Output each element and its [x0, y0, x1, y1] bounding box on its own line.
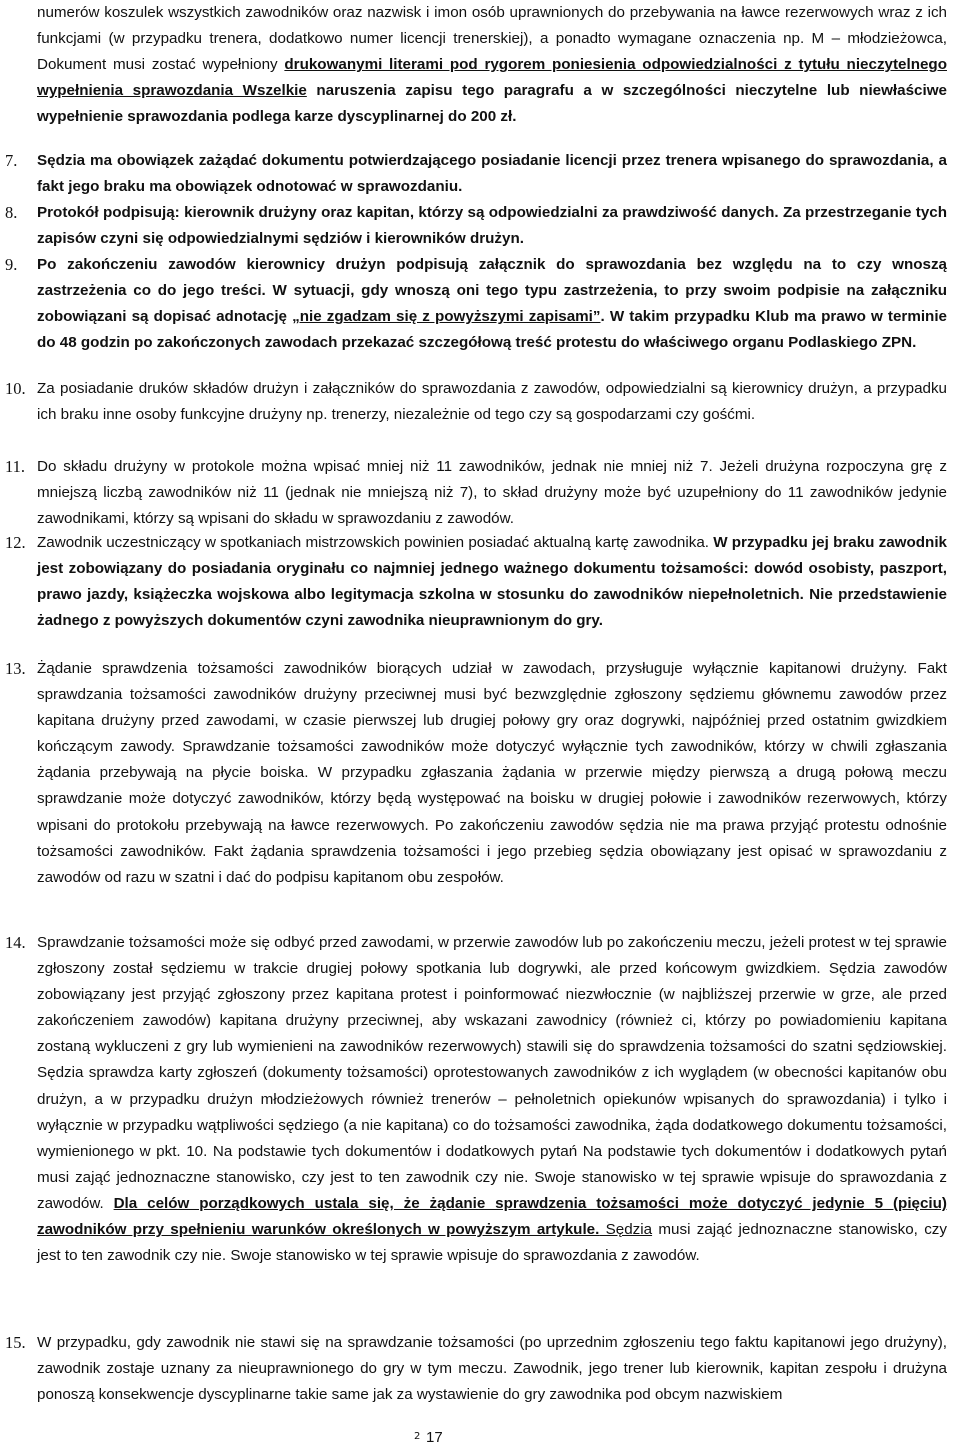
lead-text: numerów koszulek wszystkich zawodników oraz nazwisk i imon osób uprawnionych do przebywania na ławce rezerwowych wraz z ich funkcjami (w przypadku trenera, dodatkowo numer licencji trenerskiej), a ponadto wymagane oznaczenia np. M – młodzieżowca, Dokument musi zostać wypełniony: [37, 4, 947, 74]
list-item-12: [5, 530, 947, 634]
lead-emphasis: naruszenia zapisu tego paragrafu a w szczególności nieczytelne lub niewłaściwe wypełnienie sprawozdania podlega karze dyscyplinarnej do 200 zł.: [37, 82, 947, 126]
list-item-13: [5, 656, 947, 891]
item-9-annotation: „nie zgadzam się z powyższymi zapisami”: [292, 308, 601, 326]
item-14-underlined: Sędzia: [599, 1221, 653, 1239]
item-number: 15.: [5, 1333, 26, 1352]
list-item-15: [5, 1330, 947, 1408]
item-number: 10.: [5, 379, 26, 398]
item-number: 14.: [5, 933, 26, 952]
lead-emphasis-underlined: drukowanymi literami pod rygorem poniesienia odpowiedzialności z tytułu nieczytelnego wypełnienia sprawozdania Wszelkie: [37, 56, 947, 100]
item-number: 8.: [5, 203, 18, 222]
item-15-text: W przypadku, gdy zawodnik nie stawi się na sprawdzanie tożsamości (po uprzednim zgłoszeniu tego faktu kapitanowi jego drużyny), zawodnik zostaje uznany za nieuprawnionego do gry w tym meczu. Zawodnik, jego trener lub kierownik, kapitan zespołu i drużyna ponoszą konsekwencje dyscyplinarne takie same jak za wystawienie do gry zawodnika pod obcym nazwiskiem: [37, 1334, 947, 1404]
item-14-text-end: musi zająć jednoznaczne stanowisko, czy jest to ten zawodnik czy nie. Swoje stanowisko w tej sprawie wpisuje do sprawozdania z zawodów.: [37, 1221, 947, 1265]
list-item-11: [5, 454, 947, 532]
item-7-text: Sędzia ma obowiązek zażądać dokumentu potwierdzającego posiadanie licencji przez trenera wpisanego do sprawozdania, a fakt jego braku ma obowiązek odnotować w sprawozdaniu.: [37, 152, 947, 196]
item-11-text: Do składu drużyny w protokole można wpisać mniej niż 11 zawodników, jednak nie mniej niż 7. Jeżeli drużyna rozpoczyna grę z mniejszą liczbą zawodników niż 11 (jednak nie mniejszą niż 7), to skład drużyny może być uzupełniony do 11 zawodników jedynie zawodnikami, którzy są wpisani do składu w sprawozdaniu z zawodów.: [37, 458, 947, 528]
item-number: 9.: [5, 255, 18, 274]
list-item-7: [5, 148, 947, 200]
item-number: 7.: [5, 151, 18, 170]
page-number-mark: 2: [414, 1431, 421, 1442]
item-14-text: Sprawdzanie tożsamości może się odbyć przed zawodami, w przerwie zawodów lub po zakończeniu meczu, jeżeli protest w tej sprawie zgłoszony został sędziemu w trakcie drugiej połowy spotkania lub dogrywki, ale przed końcowym gwizdkiem. Sędzia zawodów zobowiązany jest przyjąć zgłoszony przez kapitana protest i poinformować niezwłocznie (w najbliższej przerwie w grze, ale przed zakończeniem zawodów) kapitana drużyny przeciwnej, aby wskazani zawodnicy (również ci, którzy po powiadomieniu kapitana zostaną wykluczeni z gry lub wymienieni na zawodników rezerwowych) stawili się do sprawdzenia tożsamości do szatni sędziowskiej. Sędzia sprawdza karty zgłoszeń (dokumenty tożsamości) oprotestowanych zawodników z ich wyglądem (w obecności kapitanów obu drużyn, a w przypadku drużyn młodzieżowych również trenerów – pełnoletnich opiekunów wpisanych do sprawozdania) i tylko i wyłącznie w przypadku wątpliwości sędziego (a nie kapitana) co do tożsamości zawodnika, żąda dodatkowego dokumentu tożsamości, wymienionego w pkt. 10. Na podstawie tych dokumentów i dodatkowych pytań Na podstawie tych dokumentów i dodatkowych pytań musi zająć jednoznaczne stanowisko, czy jest to ten zawodnik czy nie. Swoje stanowisko w tej sprawie wpisuje do sprawozdania z zawodów.: [37, 934, 947, 1212]
item-number: 12.: [5, 533, 26, 552]
item-8-text: Protokół podpisują: kierownik drużyny oraz kapitan, którzy są odpowiedzialni za prawdziwość danych. Za przestrzeganie tych zapisów czyni się odpowiedzialnymi sędziów i kierowników drużyn.: [37, 204, 947, 248]
list-item-10: [5, 376, 947, 428]
paragraph-continuation: [37, 0, 947, 130]
item-12-emphasis: W przypadku jej braku zawodnik jest zobowiązany do posiadania oryginału co najmniej jednego ważnego dokumentu tożsamości: dowód osobisty, paszport, prawo jazdy, książeczka wojskowa albo legitymacja szkolna w stosunku do zawodników niepełnoletnich. Nie przedstawienie żadnego z powyższych dokumentów czyni zawodnika nieuprawnionym do gry.: [37, 534, 947, 630]
page-number: 17: [426, 1429, 443, 1446]
item-9-text-end: . W takim przypadku Klub ma prawo w terminie do 48 godzin po zakończonych zawodach przekazać szczegółową treść protestu do właściwego organu Podlaskiego ZPN.: [37, 308, 947, 352]
list-item-8: [5, 200, 947, 252]
item-12-text: Zawodnik uczestniczący w spotkaniach mistrzowskich powinien posiadać aktualną kartę zawodnika.: [37, 534, 714, 551]
item-14-emphasis: Dla celów porządkowych ustala się, że żądanie sprawdzenia tożsamości może dotyczyć jedynie 5 (pięciu) zawodników przy spełnieniu warunków określonych w powyższym artykule.: [37, 1194, 947, 1239]
item-10-text: Za posiadanie druków składów drużyn i załączników do sprawozdania z zawodów, odpowiedzialni są kierownicy drużyn, a przypadku ich braku inne osoby funkcyjne drużyny np. trenerzy, niezależnie od tego czy są gospodarzami czy gośćmi.: [37, 380, 947, 424]
list-item-9: [5, 252, 947, 356]
item-number: 13.: [5, 659, 26, 678]
item-9-text: Po zakończeniu zawodów kierownicy drużyn podpisują załącznik do sprawozdania bez względu na to czy wnoszą zastrzeżenia co do jego treści. W sytuacji, gdy wnoszą oni tego typu zastrzeżenia, to przy swoim podpisie na załączniku zobowiązani są dopisać adnotację: [37, 256, 947, 326]
list-item-14: [5, 930, 947, 1269]
item-13-text: Żądanie sprawdzenia tożsamości zawodników biorących udział w zawodach, przysługuje wyłącznie kapitanowi drużyny. Fakt sprawdzania tożsamości zawodników drużyny przeciwnej musi być bezwzględnie zgłoszony sędziemu głównemu zawodów przez kapitana drużyny przed zawodami, w czasie pierwszej lub drugiej połowy gry oraz dogrywki, najpóźniej przed ostatnim gwizdkiem kończącym zawody. Sprawdzanie tożsamości zawodników może dotyczyć wyłącznie tych zawodników, którzy w chwili zgłaszania żądania przebywają na płycie boiska. W przypadku zgłaszania żądania w przerwie między pierwszą a drugą połową meczu sprawdzanie może dotyczyć zawodników, którzy będą występować na boisku w drugiej połowie i zawodników rezerwowych, którzy wpisani do protokołu przebywają na ławce rezerwowych. Po zakończeniu zawodów sędzia nie ma prawa przyjąć protestu odnośnie tożsamości zawodników. Fakt żądania sprawdzenia tożsamości i jego przebieg sędzia obowiązany jest opisać w sprawozdaniu z zawodów od razu w szatni i dać do podpisu kapitanom obu zespołów.: [37, 660, 947, 886]
item-number: 11.: [5, 457, 26, 476]
